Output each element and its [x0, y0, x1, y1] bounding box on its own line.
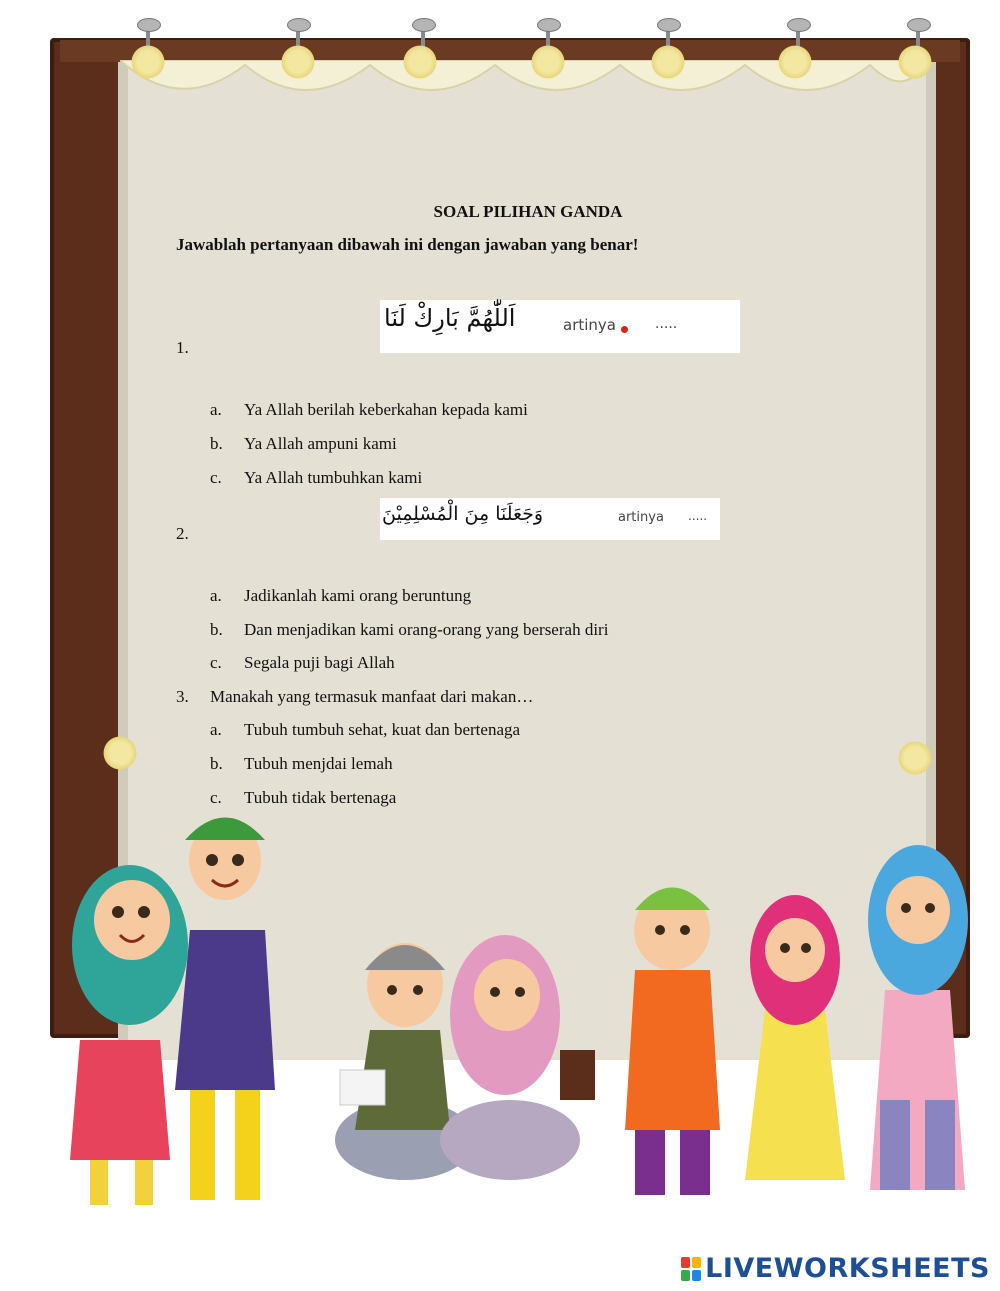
liveworksheets-logo: [681, 1253, 990, 1284]
bow-icon: [775, 44, 815, 80]
artinya-label: artinya: [618, 510, 664, 525]
option-item[interactable]: b. Dan menjadikan kami orang-orang yang berserah diri: [210, 620, 609, 639]
question-number: 2.: [176, 524, 189, 543]
option-item[interactable]: a. Jadikanlah kami orang beruntung: [210, 586, 472, 605]
boy-green-cap-icon: [175, 818, 275, 1201]
option-item[interactable]: a. Tubuh tumbuh sehat, kuat dan bertenaga: [210, 720, 521, 739]
girl-teal-hijab-icon: [70, 865, 188, 1205]
answer-dots: .....: [688, 509, 708, 523]
arabic-phrase-box: [380, 498, 720, 540]
bow-icon: [100, 735, 140, 771]
bow-icon: [400, 44, 440, 80]
boy-orange-shirt-icon: [625, 888, 720, 1196]
bow-icon: [895, 44, 935, 80]
option-item[interactable]: b. Tubuh menjdai lemah: [210, 754, 393, 773]
children-illustration: [40, 800, 980, 1230]
option-item[interactable]: b. Ya Allah ampuni kami: [210, 434, 397, 453]
girl-magenta-hijab-icon: [745, 895, 845, 1180]
bow-icon: [648, 44, 688, 80]
arabic-phrase-box: [380, 300, 740, 353]
option-item[interactable]: a. Ya Allah berilah keberkahan kepada kami: [210, 400, 528, 419]
bow-icon: [895, 740, 935, 776]
logo-blocks-icon: [681, 1257, 701, 1281]
bow-icon: [128, 44, 168, 80]
brand-name: LIVEWORKSHEETS: [705, 1253, 990, 1284]
cursor-dot: [621, 326, 628, 333]
girl-blue-hijab-icon: [868, 845, 968, 1190]
option-item[interactable]: c. Segala puji bagi Allah: [210, 653, 395, 672]
girl-pink-hijab-icon: [440, 935, 595, 1180]
artinya-label: artinya: [563, 316, 616, 334]
question-number: 3.: [176, 687, 189, 706]
worksheet-instruction: Jawablah pertanyaan dibawah ini dengan jawaban yang benar!: [176, 235, 639, 254]
question-text: Manakah yang termasuk manfaat dari makan…: [210, 687, 534, 706]
bow-icon: [528, 44, 568, 80]
curtain-rod: [60, 40, 960, 62]
arabic-phrase: وَجَعَلَنَا مِنَ الْمُسْلِمِيْنَ: [382, 503, 544, 525]
option-item[interactable]: c. Ya Allah tumbuhkan kami: [210, 468, 423, 487]
option-item[interactable]: c. Tubuh tidak bertenaga: [210, 788, 397, 807]
answer-dots: .....: [655, 316, 678, 332]
worksheet-title: SOAL PILIHAN GANDA: [433, 202, 623, 221]
question-number: 1.: [176, 338, 189, 357]
bow-icon: [278, 44, 318, 80]
arabic-phrase: اَللّٰهُمَّ بَارِكْ لَنَا: [384, 304, 516, 332]
